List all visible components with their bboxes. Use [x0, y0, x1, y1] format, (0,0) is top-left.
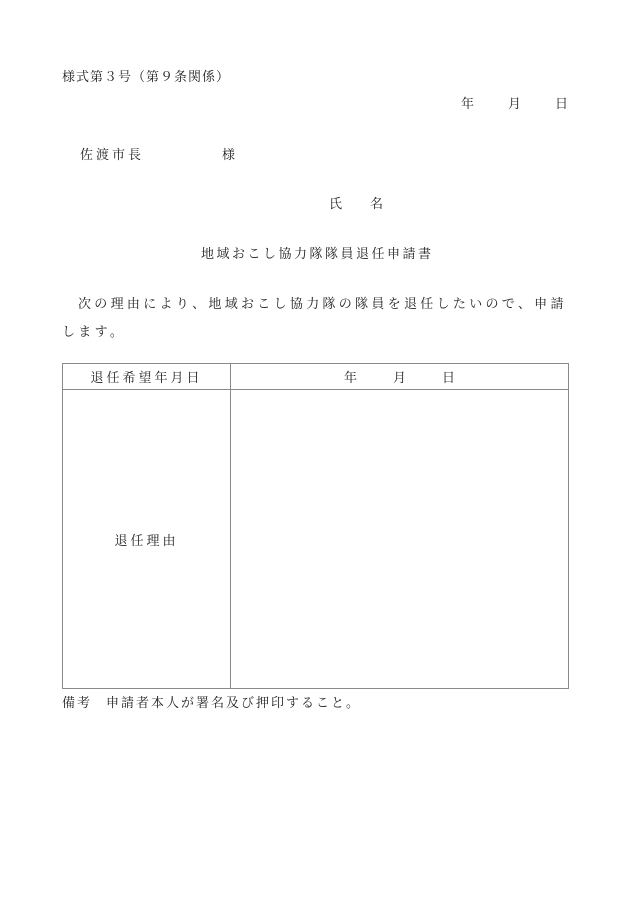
document-title: 地域おこし協力隊隊員退任申請書 [201, 247, 434, 262]
applicant-name-field [329, 193, 383, 212]
name-label-1: 氏 [329, 197, 343, 212]
remarks [62, 692, 361, 711]
day-label: 日 [442, 371, 456, 386]
form-number: 様式第３号（第９条関係） [62, 70, 231, 85]
table-row [63, 390, 569, 689]
day-label: 日 [555, 97, 569, 112]
table-row [63, 364, 569, 390]
body-text: 次の理由により、地域おこし協力隊の隊員を退任したいので、申請します。 [62, 297, 567, 340]
addressee [80, 144, 238, 163]
month-label: 月 [508, 97, 522, 112]
year-label: 年 [461, 97, 475, 112]
submission-date [461, 93, 568, 112]
month-label: 月 [392, 371, 406, 386]
application-table [62, 363, 569, 689]
recipient: 佐渡市長 [80, 148, 145, 163]
honorific: 様 [222, 148, 239, 163]
year-label: 年 [343, 371, 357, 386]
retirement-reason-field[interactable] [231, 390, 569, 689]
name-label-2: 名 [370, 197, 384, 212]
retirement-reason-label: 退任理由 [63, 390, 231, 689]
retirement-date-label: 退任希望年月日 [63, 364, 231, 390]
remarks-text: 申請者本人が署名及び押印すること。 [106, 696, 362, 711]
retirement-date-field[interactable] [231, 364, 569, 390]
remarks-label: 備考 [62, 696, 93, 711]
